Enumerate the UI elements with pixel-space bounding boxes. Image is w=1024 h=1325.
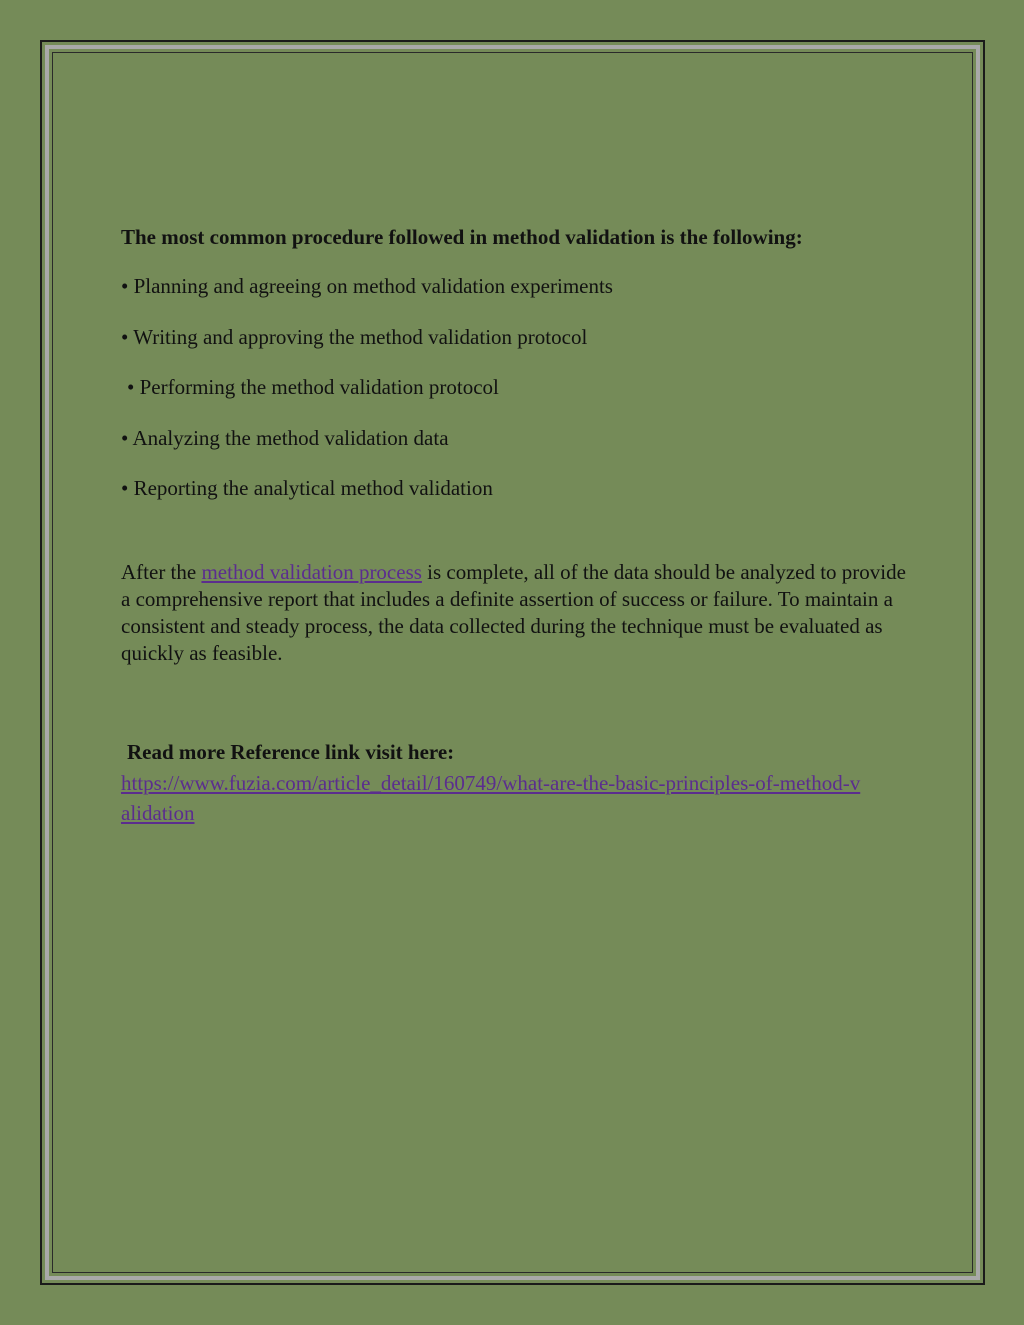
read-more-label: Read more Reference link visit here:	[127, 740, 455, 764]
method-validation-process-link[interactable]: method validation process	[201, 560, 422, 584]
summary-paragraph	[121, 559, 911, 667]
list-item: • Performing the method validation protocol	[127, 375, 499, 399]
list-item: • Writing and approving the method validation protocol	[121, 324, 588, 349]
list-item: • Reporting the analytical method validation	[121, 476, 493, 500]
document-content	[121, 222, 911, 828]
list-item: • Planning and agreeing on method validation experiments	[121, 274, 613, 298]
paragraph-text-before-link: After the	[121, 560, 202, 584]
list-item: • Analyzing the method validation data	[121, 425, 449, 450]
reference-link[interactable]: https://www.fuzia.com/article_detail/160749/what-are-the-basic-principles-of-method-validation	[121, 771, 861, 825]
procedure-heading: The most common procedure followed in method validation is the following:	[121, 225, 803, 249]
paragraph-text-after-link: is complete, all of the data should be analyzed to provide a comprehensive report that includes a definite assertion of success or failure. To maintain a consistent and steady process, the data collected during the technique must be evaluated as quickly as feasible.	[121, 560, 906, 665]
procedure-list	[121, 271, 911, 503]
